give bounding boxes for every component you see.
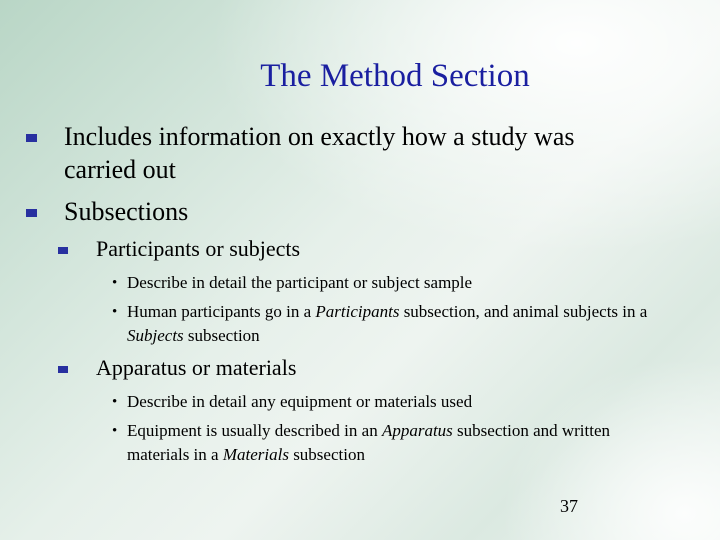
sub-bullet-text: Participants or subjects <box>96 236 301 261</box>
square-bullet-icon <box>58 247 68 254</box>
detail-text: Describe in detail the participant or subject sample <box>127 273 473 292</box>
bullet-text: Subsections <box>64 197 189 226</box>
bullet-item-subsections <box>26 195 646 228</box>
detail-point <box>110 300 670 348</box>
dot-bullet-icon: • <box>112 275 118 291</box>
detail-text: Describe in detail any equipment or materials used <box>127 392 473 411</box>
detail-point <box>110 271 670 295</box>
sub-bullet-participants <box>58 235 658 263</box>
square-bullet-icon <box>58 366 68 373</box>
dot-bullet-icon: • <box>112 394 118 410</box>
detail-point <box>110 419 670 467</box>
slide-title: The Method Section <box>260 58 530 94</box>
detail-text: Equipment is usually described in an Apparatus subsection and written materials in a Materials subsection <box>127 421 611 464</box>
square-bullet-icon <box>26 134 37 142</box>
square-bullet-icon <box>26 209 37 217</box>
sub-bullet-apparatus <box>58 354 658 382</box>
bullet-text: Includes information on exactly how a study was carried out <box>64 122 575 184</box>
dot-bullet-icon: • <box>112 304 118 320</box>
detail-point <box>110 390 670 414</box>
sub-bullet-text: Apparatus or materials <box>96 355 297 380</box>
detail-text: Human participants go in a Participants subsection, and animal subjects in a Subjects subsection <box>127 302 648 345</box>
page-number: 37 <box>560 496 578 516</box>
bullet-item-study-info <box>26 120 646 186</box>
dot-bullet-icon: • <box>112 423 118 439</box>
